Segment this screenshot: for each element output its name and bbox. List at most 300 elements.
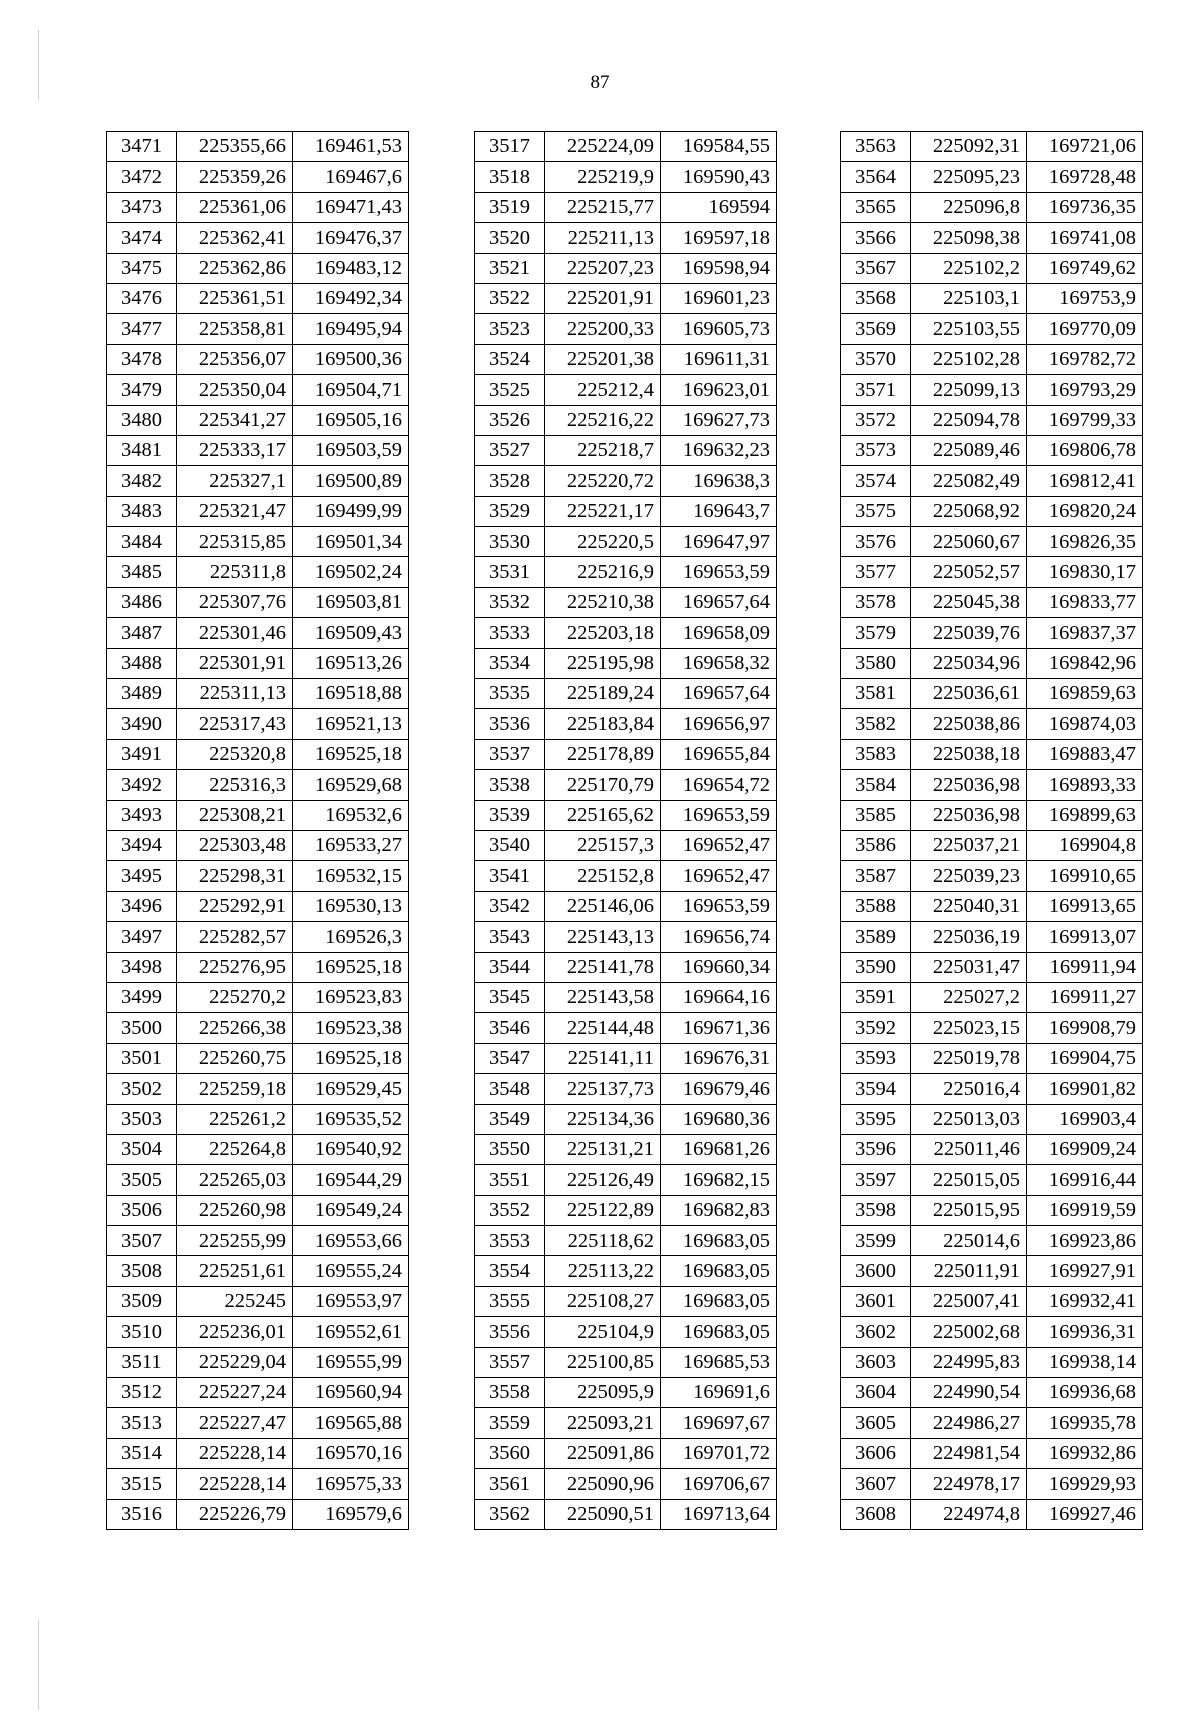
x-coordinate-cell: 225265,03: [177, 1165, 293, 1195]
y-coordinate-cell: 169706,67: [661, 1469, 777, 1499]
x-coordinate-cell: 225362,41: [177, 223, 293, 253]
x-coordinate-cell: 225095,9: [545, 1378, 661, 1408]
x-coordinate-cell: 225255,99: [177, 1226, 293, 1256]
table-row: [475, 344, 777, 374]
y-coordinate-cell: 169504,71: [293, 375, 409, 405]
table-row: [107, 679, 409, 709]
y-coordinate-cell: 169683,05: [661, 1226, 777, 1256]
x-coordinate-cell: 225270,2: [177, 982, 293, 1012]
y-coordinate-cell: 169513,26: [293, 648, 409, 678]
x-coordinate-cell: 225002,68: [911, 1317, 1027, 1347]
table-row: [475, 1195, 777, 1225]
point-number-cell: 3540: [475, 830, 545, 860]
point-number-cell: 3491: [107, 739, 177, 769]
table-row: [107, 952, 409, 982]
table-row: [475, 314, 777, 344]
table-row: [475, 800, 777, 830]
point-number-cell: 3602: [841, 1317, 911, 1347]
table-row: [107, 1195, 409, 1225]
x-coordinate-cell: 225013,03: [911, 1104, 1027, 1134]
x-coordinate-cell: 225203,18: [545, 618, 661, 648]
table-row: [841, 253, 1143, 283]
y-coordinate-cell: 169683,05: [661, 1286, 777, 1316]
table-row: [107, 648, 409, 678]
x-coordinate-cell: 225260,75: [177, 1043, 293, 1073]
x-coordinate-cell: 225216,9: [545, 557, 661, 587]
x-coordinate-cell: 225260,98: [177, 1195, 293, 1225]
x-coordinate-cell: 225093,21: [545, 1408, 661, 1438]
point-number-cell: 3591: [841, 982, 911, 1012]
table-row: [841, 1286, 1143, 1316]
table-row: [107, 253, 409, 283]
table-row: [107, 1226, 409, 1256]
point-number-cell: 3526: [475, 405, 545, 435]
point-number-cell: 3532: [475, 587, 545, 617]
table-row: [107, 1104, 409, 1134]
table-row: [107, 1317, 409, 1347]
table-row: [841, 739, 1143, 769]
x-coordinate-cell: 225170,79: [545, 770, 661, 800]
point-number-cell: 3556: [475, 1317, 545, 1347]
point-number-cell: 3581: [841, 679, 911, 709]
y-coordinate-cell: 169555,99: [293, 1347, 409, 1377]
y-coordinate-cell: 169483,12: [293, 253, 409, 283]
point-number-cell: 3499: [107, 982, 177, 1012]
y-coordinate-cell: 169553,97: [293, 1286, 409, 1316]
y-coordinate-cell: 169859,63: [1027, 679, 1143, 709]
x-coordinate-cell: 225311,8: [177, 557, 293, 587]
table-row: [475, 223, 777, 253]
point-number-cell: 3538: [475, 770, 545, 800]
table-row: [107, 770, 409, 800]
y-coordinate-cell: 169683,05: [661, 1256, 777, 1286]
point-number-cell: 3554: [475, 1256, 545, 1286]
y-coordinate-cell: 169658,09: [661, 618, 777, 648]
y-coordinate-cell: 169540,92: [293, 1134, 409, 1164]
x-coordinate-cell: 225038,86: [911, 709, 1027, 739]
x-coordinate-cell: 224978,17: [911, 1469, 1027, 1499]
x-coordinate-cell: 225301,46: [177, 618, 293, 648]
y-coordinate-cell: 169936,31: [1027, 1317, 1143, 1347]
x-coordinate-cell: 225036,61: [911, 679, 1027, 709]
table-row: [841, 375, 1143, 405]
point-number-cell: 3564: [841, 162, 911, 192]
table-row: [107, 800, 409, 830]
point-number-cell: 3509: [107, 1286, 177, 1316]
point-number-cell: 3500: [107, 1013, 177, 1043]
table-row: [475, 982, 777, 1012]
table-row: [841, 679, 1143, 709]
x-coordinate-cell: 225311,13: [177, 679, 293, 709]
y-coordinate-cell: 169502,24: [293, 557, 409, 587]
x-coordinate-cell: 225095,23: [911, 162, 1027, 192]
table-row: [107, 1499, 409, 1529]
x-coordinate-cell: 225245: [177, 1286, 293, 1316]
y-coordinate-cell: 169799,33: [1027, 405, 1143, 435]
table-row: [107, 1013, 409, 1043]
y-coordinate-cell: 169492,34: [293, 283, 409, 313]
table-row: [475, 709, 777, 739]
x-coordinate-cell: 225201,38: [545, 344, 661, 374]
table-row: [475, 405, 777, 435]
table-row: [841, 952, 1143, 982]
y-coordinate-cell: 169806,78: [1027, 435, 1143, 465]
y-coordinate-cell: 169525,18: [293, 952, 409, 982]
y-coordinate-cell: 169570,16: [293, 1438, 409, 1468]
y-coordinate-cell: 169532,6: [293, 800, 409, 830]
y-coordinate-cell: 169523,38: [293, 1013, 409, 1043]
y-coordinate-cell: 169549,24: [293, 1195, 409, 1225]
y-coordinate-cell: 169701,72: [661, 1438, 777, 1468]
point-number-cell: 3608: [841, 1499, 911, 1529]
x-coordinate-cell: 225264,8: [177, 1134, 293, 1164]
x-coordinate-cell: 225227,24: [177, 1378, 293, 1408]
x-coordinate-cell: 225027,2: [911, 982, 1027, 1012]
y-coordinate-cell: 169913,07: [1027, 922, 1143, 952]
y-coordinate-cell: 169736,35: [1027, 192, 1143, 222]
x-coordinate-cell: 225358,81: [177, 314, 293, 344]
table-row: [475, 618, 777, 648]
y-coordinate-cell: 169908,79: [1027, 1013, 1143, 1043]
y-coordinate-cell: 169793,29: [1027, 375, 1143, 405]
x-coordinate-cell: 225218,7: [545, 435, 661, 465]
y-coordinate-cell: 169499,99: [293, 496, 409, 526]
point-number-cell: 3553: [475, 1226, 545, 1256]
table-row: [475, 253, 777, 283]
y-coordinate-cell: 169597,18: [661, 223, 777, 253]
y-coordinate-cell: 169632,23: [661, 435, 777, 465]
y-coordinate-cell: 169713,64: [661, 1499, 777, 1529]
y-coordinate-cell: 169552,61: [293, 1317, 409, 1347]
table-row: [841, 1317, 1143, 1347]
y-coordinate-cell: 169683,05: [661, 1317, 777, 1347]
table-row: [475, 283, 777, 313]
x-coordinate-cell: 224981,54: [911, 1438, 1027, 1468]
x-coordinate-cell: 225141,11: [545, 1043, 661, 1073]
point-number-cell: 3487: [107, 618, 177, 648]
x-coordinate-cell: 225212,4: [545, 375, 661, 405]
x-coordinate-cell: 225023,15: [911, 1013, 1027, 1043]
point-number-cell: 3546: [475, 1013, 545, 1043]
x-coordinate-cell: 225320,8: [177, 739, 293, 769]
table-row: [841, 435, 1143, 465]
point-number-cell: 3588: [841, 891, 911, 921]
x-coordinate-cell: 225315,85: [177, 527, 293, 557]
x-coordinate-cell: 225307,76: [177, 587, 293, 617]
y-coordinate-cell: 169911,94: [1027, 952, 1143, 982]
table-row: [841, 132, 1143, 162]
point-number-cell: 3593: [841, 1043, 911, 1073]
x-coordinate-cell: 225011,91: [911, 1256, 1027, 1286]
point-number-cell: 3483: [107, 496, 177, 526]
x-coordinate-cell: 225144,48: [545, 1013, 661, 1043]
point-number-cell: 3597: [841, 1165, 911, 1195]
y-coordinate-cell: 169657,64: [661, 679, 777, 709]
y-coordinate-cell: 169535,52: [293, 1104, 409, 1134]
point-number-cell: 3567: [841, 253, 911, 283]
point-number-cell: 3598: [841, 1195, 911, 1225]
y-coordinate-cell: 169935,78: [1027, 1408, 1143, 1438]
table-row: [107, 1165, 409, 1195]
table-row: [475, 861, 777, 891]
x-coordinate-cell: 225103,55: [911, 314, 1027, 344]
point-number-cell: 3590: [841, 952, 911, 982]
table-row: [107, 1378, 409, 1408]
point-number-cell: 3489: [107, 679, 177, 709]
y-coordinate-cell: 169647,97: [661, 527, 777, 557]
y-coordinate-cell: 169627,73: [661, 405, 777, 435]
point-number-cell: 3503: [107, 1104, 177, 1134]
x-coordinate-cell: 225361,51: [177, 283, 293, 313]
y-coordinate-cell: 169518,88: [293, 679, 409, 709]
table-row: [841, 922, 1143, 952]
x-coordinate-cell: 225200,33: [545, 314, 661, 344]
x-coordinate-cell: 225226,79: [177, 1499, 293, 1529]
y-coordinate-cell: 169903,4: [1027, 1104, 1143, 1134]
y-coordinate-cell: 169655,84: [661, 739, 777, 769]
y-coordinate-cell: 169533,27: [293, 830, 409, 860]
x-coordinate-cell: 225327,1: [177, 466, 293, 496]
y-coordinate-cell: 169525,18: [293, 739, 409, 769]
x-coordinate-cell: 225134,36: [545, 1104, 661, 1134]
y-coordinate-cell: 169927,46: [1027, 1499, 1143, 1529]
point-number-cell: 3577: [841, 557, 911, 587]
point-number-cell: 3475: [107, 253, 177, 283]
y-coordinate-cell: 169820,24: [1027, 496, 1143, 526]
point-number-cell: 3575: [841, 496, 911, 526]
y-coordinate-cell: 169842,96: [1027, 648, 1143, 678]
point-number-cell: 3560: [475, 1438, 545, 1468]
table-row: [841, 648, 1143, 678]
table-row: [475, 1134, 777, 1164]
point-number-cell: 3510: [107, 1317, 177, 1347]
y-coordinate-cell: 169590,43: [661, 162, 777, 192]
x-coordinate-cell: 225361,06: [177, 192, 293, 222]
x-coordinate-cell: 225359,26: [177, 162, 293, 192]
y-coordinate-cell: 169749,62: [1027, 253, 1143, 283]
table-row: [841, 709, 1143, 739]
y-coordinate-cell: 169741,08: [1027, 223, 1143, 253]
x-coordinate-cell: 225090,51: [545, 1499, 661, 1529]
y-coordinate-cell: 169652,47: [661, 830, 777, 860]
point-number-cell: 3561: [475, 1469, 545, 1499]
point-number-cell: 3606: [841, 1438, 911, 1468]
point-number-cell: 3515: [107, 1469, 177, 1499]
table-row: [841, 1499, 1143, 1529]
x-coordinate-cell: 225143,58: [545, 982, 661, 1012]
y-coordinate-cell: 169565,88: [293, 1408, 409, 1438]
scan-artifact-line: [38, 1620, 39, 1710]
table-row: [107, 223, 409, 253]
y-coordinate-cell: 169467,6: [293, 162, 409, 192]
x-coordinate-cell: 225089,46: [911, 435, 1027, 465]
x-coordinate-cell: 225219,9: [545, 162, 661, 192]
table-row: [841, 1378, 1143, 1408]
point-number-cell: 3517: [475, 132, 545, 162]
table-row: [475, 1165, 777, 1195]
x-coordinate-cell: 225019,78: [911, 1043, 1027, 1073]
table-row: [841, 1134, 1143, 1164]
point-number-cell: 3497: [107, 922, 177, 952]
table-row: [107, 1286, 409, 1316]
table-row: [841, 1256, 1143, 1286]
y-coordinate-cell: 169893,33: [1027, 770, 1143, 800]
table-row: [841, 891, 1143, 921]
y-coordinate-cell: 169658,32: [661, 648, 777, 678]
x-coordinate-cell: 225341,27: [177, 405, 293, 435]
x-coordinate-cell: 225108,27: [545, 1286, 661, 1316]
y-coordinate-cell: 169901,82: [1027, 1074, 1143, 1104]
point-number-cell: 3596: [841, 1134, 911, 1164]
x-coordinate-cell: 225276,95: [177, 952, 293, 982]
x-coordinate-cell: 225099,13: [911, 375, 1027, 405]
point-number-cell: 3522: [475, 283, 545, 313]
table-row: [107, 1134, 409, 1164]
table-row: [475, 557, 777, 587]
point-number-cell: 3494: [107, 830, 177, 860]
point-number-cell: 3498: [107, 952, 177, 982]
point-number-cell: 3539: [475, 800, 545, 830]
table-row: [475, 891, 777, 921]
point-number-cell: 3571: [841, 375, 911, 405]
x-coordinate-cell: 225228,14: [177, 1469, 293, 1499]
table-row: [841, 527, 1143, 557]
y-coordinate-cell: 169938,14: [1027, 1347, 1143, 1377]
table-row: [841, 1013, 1143, 1043]
table-row: [107, 709, 409, 739]
y-coordinate-cell: 169833,77: [1027, 587, 1143, 617]
point-number-cell: 3541: [475, 861, 545, 891]
table-row: [107, 375, 409, 405]
table-row: [107, 922, 409, 952]
table-row: [107, 739, 409, 769]
table-row: [475, 1043, 777, 1073]
y-coordinate-cell: 169680,36: [661, 1104, 777, 1134]
point-number-cell: 3552: [475, 1195, 545, 1225]
y-coordinate-cell: 169770,09: [1027, 314, 1143, 344]
y-coordinate-cell: 169503,81: [293, 587, 409, 617]
x-coordinate-cell: 224974,8: [911, 1499, 1027, 1529]
table-row: [107, 283, 409, 313]
y-coordinate-cell: 169697,67: [661, 1408, 777, 1438]
table-row: [841, 1438, 1143, 1468]
y-coordinate-cell: 169471,43: [293, 192, 409, 222]
point-number-cell: 3473: [107, 192, 177, 222]
x-coordinate-cell: 225102,2: [911, 253, 1027, 283]
x-coordinate-cell: 225045,38: [911, 587, 1027, 617]
point-number-cell: 3585: [841, 800, 911, 830]
x-coordinate-cell: 225102,28: [911, 344, 1027, 374]
x-coordinate-cell: 225038,18: [911, 739, 1027, 769]
table-row: [475, 132, 777, 162]
coordinates-table-2: [474, 131, 777, 1530]
table-row: [841, 1347, 1143, 1377]
point-number-cell: 3524: [475, 344, 545, 374]
x-coordinate-cell: 225210,38: [545, 587, 661, 617]
table-row: [841, 618, 1143, 648]
point-number-cell: 3472: [107, 162, 177, 192]
table-row: [475, 375, 777, 405]
x-coordinate-cell: 225131,21: [545, 1134, 661, 1164]
table-row: [475, 466, 777, 496]
point-number-cell: 3493: [107, 800, 177, 830]
point-number-cell: 3514: [107, 1438, 177, 1468]
y-coordinate-cell: 169932,41: [1027, 1286, 1143, 1316]
table-row: [841, 1469, 1143, 1499]
y-coordinate-cell: 169913,65: [1027, 891, 1143, 921]
y-coordinate-cell: 169653,59: [661, 557, 777, 587]
point-number-cell: 3490: [107, 709, 177, 739]
y-coordinate-cell: 169826,35: [1027, 527, 1143, 557]
table-row: [841, 770, 1143, 800]
point-number-cell: 3595: [841, 1104, 911, 1134]
x-coordinate-cell: 225220,72: [545, 466, 661, 496]
x-coordinate-cell: 225039,76: [911, 618, 1027, 648]
x-coordinate-cell: 225092,31: [911, 132, 1027, 162]
y-coordinate-cell: 169584,55: [661, 132, 777, 162]
point-number-cell: 3474: [107, 223, 177, 253]
point-number-cell: 3471: [107, 132, 177, 162]
point-number-cell: 3505: [107, 1165, 177, 1195]
y-coordinate-cell: 169523,83: [293, 982, 409, 1012]
table-row: [841, 1104, 1143, 1134]
x-coordinate-cell: 225015,95: [911, 1195, 1027, 1225]
point-number-cell: 3589: [841, 922, 911, 952]
point-number-cell: 3528: [475, 466, 545, 496]
point-number-cell: 3559: [475, 1408, 545, 1438]
y-coordinate-cell: 169530,13: [293, 891, 409, 921]
table-row: [107, 192, 409, 222]
point-number-cell: 3574: [841, 466, 911, 496]
y-coordinate-cell: 169611,31: [661, 344, 777, 374]
table-row: [107, 496, 409, 526]
table-row: [107, 1074, 409, 1104]
x-coordinate-cell: 224995,83: [911, 1347, 1027, 1377]
y-coordinate-cell: 169685,53: [661, 1347, 777, 1377]
table-row: [841, 587, 1143, 617]
point-number-cell: 3511: [107, 1347, 177, 1377]
point-number-cell: 3566: [841, 223, 911, 253]
y-coordinate-cell: 169555,24: [293, 1256, 409, 1286]
point-number-cell: 3495: [107, 861, 177, 891]
x-coordinate-cell: 225122,89: [545, 1195, 661, 1225]
x-coordinate-cell: 225292,91: [177, 891, 293, 921]
table-row: [475, 679, 777, 709]
x-coordinate-cell: 225178,89: [545, 739, 661, 769]
y-coordinate-cell: 169501,34: [293, 527, 409, 557]
point-number-cell: 3592: [841, 1013, 911, 1043]
x-coordinate-cell: 225207,23: [545, 253, 661, 283]
point-number-cell: 3579: [841, 618, 911, 648]
y-coordinate-cell: 169874,03: [1027, 709, 1143, 739]
y-coordinate-cell: 169910,65: [1027, 861, 1143, 891]
x-coordinate-cell: 225060,67: [911, 527, 1027, 557]
point-number-cell: 3542: [475, 891, 545, 921]
point-number-cell: 3604: [841, 1378, 911, 1408]
table-row: [107, 466, 409, 496]
point-number-cell: 3576: [841, 527, 911, 557]
y-coordinate-cell: 169923,86: [1027, 1226, 1143, 1256]
y-coordinate-cell: 169505,16: [293, 405, 409, 435]
y-coordinate-cell: 169728,48: [1027, 162, 1143, 192]
x-coordinate-cell: 225195,98: [545, 648, 661, 678]
point-number-cell: 3562: [475, 1499, 545, 1529]
y-coordinate-cell: 169529,45: [293, 1074, 409, 1104]
point-number-cell: 3551: [475, 1165, 545, 1195]
x-coordinate-cell: 225211,13: [545, 223, 661, 253]
point-number-cell: 3521: [475, 253, 545, 283]
table-row: [841, 830, 1143, 860]
